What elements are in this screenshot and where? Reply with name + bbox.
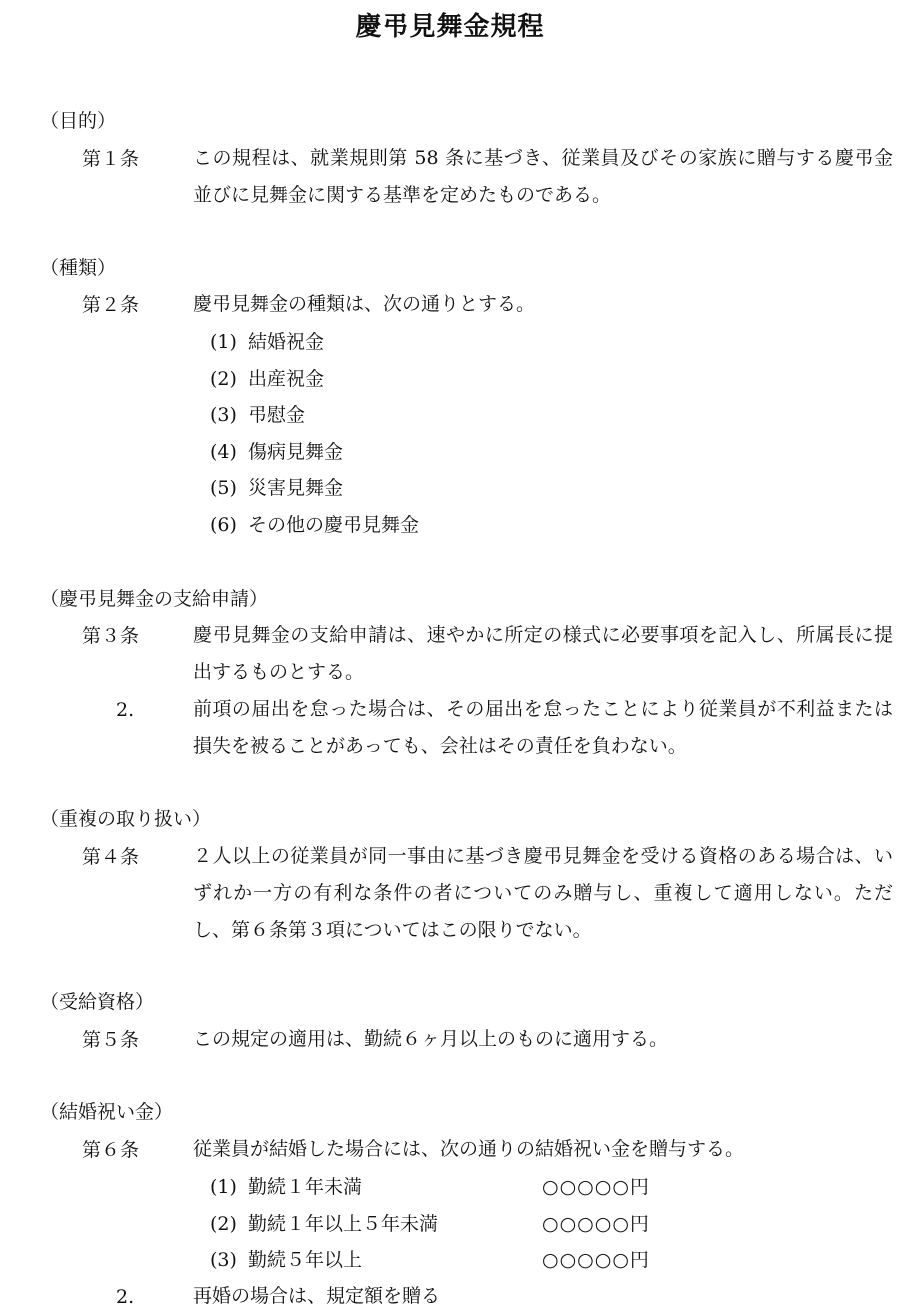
item-label: 傷病見舞金 bbox=[248, 440, 344, 463]
list-item bbox=[210, 440, 419, 480]
article-text: ２人以上の従業員が同一事由に基づき慶弔見舞金を受ける資格のある場合は、いずれか一方の有利な条件の者についてのみ贈与し、重複して適用しない。ただし、第６条第３項についてはこの限りでない。 bbox=[193, 845, 893, 941]
article-label: 第１条 bbox=[82, 148, 140, 170]
item-number: (4) bbox=[210, 440, 237, 463]
item-number: (3) bbox=[210, 1249, 237, 1272]
list-item bbox=[210, 367, 419, 407]
section-heading: （受給資格） bbox=[40, 991, 155, 1013]
paragraph-text: 前項の届出を怠った場合は、その届出を怠ったことにより従業員が不利益または損失を被ることがあっても、会社はその責任を負わない。 bbox=[193, 698, 893, 757]
type-list bbox=[210, 333, 419, 553]
item-number: (2) bbox=[210, 367, 237, 390]
item-label: 弔慰金 bbox=[248, 404, 306, 427]
item-number: (3) bbox=[210, 404, 237, 427]
paragraph-number: 2. bbox=[116, 1286, 135, 1308]
document-title: 慶弔見舞金規程 bbox=[355, 12, 545, 42]
article-label: 第２条 bbox=[82, 294, 140, 316]
paragraph-text: 再婚の場合は、規定額を贈る bbox=[193, 1285, 441, 1307]
item-amount: ○○○○○円 bbox=[542, 1212, 650, 1235]
article-text: この規程は、就業規則第 58 条に基づき、従業員及びその家族に贈与する慶弔金並びに見舞金に関する基準を定めたものである。 bbox=[193, 147, 893, 206]
item-amount: ○○○○○円 bbox=[542, 1176, 650, 1198]
list-item bbox=[210, 513, 420, 553]
item-label: 勤続５年以上 bbox=[248, 1249, 363, 1272]
item-amount: ○○○○○円 bbox=[542, 1249, 650, 1272]
item-number: (5) bbox=[210, 477, 237, 500]
section-heading: （結婚祝い金） bbox=[40, 1101, 174, 1123]
item-label: 災害見舞金 bbox=[248, 477, 344, 500]
article-text: 従業員が結婚した場合には、次の通りの結婚祝い金を贈与する。 bbox=[193, 1138, 745, 1160]
article-text: 慶弔見舞金の支給申請は、速やかに所定の様式に必要事項を記入し、所属長に提出するものとする。 bbox=[193, 624, 893, 683]
article-text: この規定の適用は、勤続６ヶ月以上のものに適用する。 bbox=[193, 1028, 669, 1050]
item-label: 勤続１年未満 bbox=[248, 1176, 363, 1198]
item-number: (1) bbox=[210, 331, 237, 353]
list-item bbox=[210, 1212, 650, 1252]
list-item bbox=[210, 1176, 650, 1215]
item-label: 出産祝金 bbox=[248, 367, 325, 390]
article-label: 第５条 bbox=[82, 1029, 140, 1051]
article-text: 慶弔見舞金の種類は、次の通りとする。 bbox=[193, 293, 536, 315]
paragraph-number: 2. bbox=[116, 699, 135, 721]
section-heading: （重複の取り扱い） bbox=[40, 808, 212, 830]
list-item bbox=[210, 406, 419, 443]
list-item bbox=[210, 479, 419, 516]
item-number: (6) bbox=[210, 513, 237, 536]
article-label: 第３条 bbox=[82, 625, 140, 647]
section-heading: （慶弔見舞金の支給申請） bbox=[40, 588, 269, 610]
article-label: 第４条 bbox=[82, 846, 140, 868]
section-heading: （種類） bbox=[40, 257, 117, 279]
item-label: 結婚祝金 bbox=[248, 331, 325, 353]
item-label: 勤続１年以上５年未満 bbox=[248, 1212, 439, 1235]
item-label: その他の慶弔見舞金 bbox=[248, 513, 420, 536]
article-label: 第６条 bbox=[82, 1139, 140, 1161]
list-item bbox=[210, 333, 419, 370]
section-heading: （目的） bbox=[40, 110, 117, 132]
item-number: (2) bbox=[210, 1212, 237, 1235]
item-number: (1) bbox=[210, 1176, 237, 1198]
gift-amount-list bbox=[210, 1176, 650, 1288]
